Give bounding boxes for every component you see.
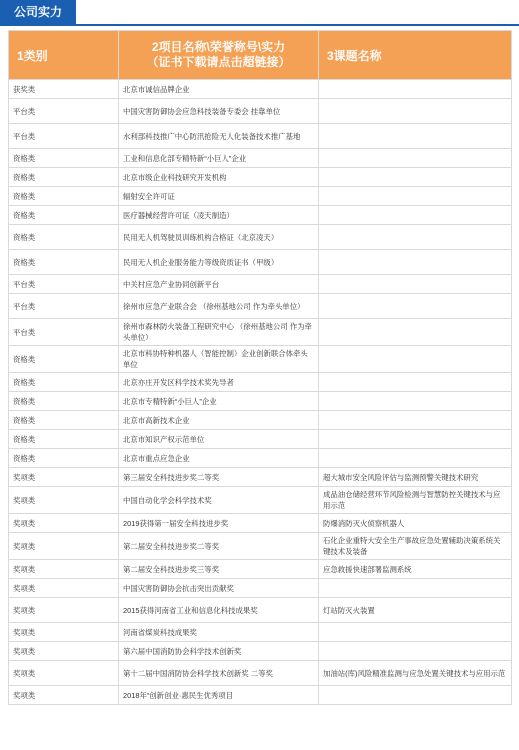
- table-row: [9, 533, 512, 560]
- project-name-cell[interactable]: 辐射安全许可证: [119, 187, 319, 206]
- project-name-cell[interactable]: 北京亦庄开发区科学技术奖先导者: [119, 373, 319, 392]
- project-name-cell[interactable]: 医疗器械经营许可证（凌天制造）: [119, 206, 319, 225]
- project-name-cell[interactable]: 工业和信息化部专精特新“小巨人”企业: [119, 149, 319, 168]
- topic-cell: [319, 346, 512, 373]
- project-name-cell[interactable]: 2019获得第一届安全科技进步奖: [119, 514, 319, 533]
- category-cell: 奖项类: [9, 533, 119, 560]
- table-row: [9, 99, 512, 124]
- category-cell: 奖项类: [9, 661, 119, 686]
- topic-cell: [319, 642, 512, 661]
- category-cell: 平台类: [9, 275, 119, 294]
- topic-cell: [319, 319, 512, 346]
- project-name-cell[interactable]: 中国灾害防御协会应急科技装备专委会 挂靠单位: [119, 99, 319, 124]
- topic-cell: [319, 206, 512, 225]
- column-header-project-name: [119, 31, 319, 80]
- topic-cell: [319, 411, 512, 430]
- table-row: [9, 225, 512, 250]
- section-header: [0, 0, 519, 26]
- table-row: [9, 275, 512, 294]
- topic-cell: [319, 579, 512, 598]
- strength-table: [8, 30, 512, 705]
- topic-cell: [319, 449, 512, 468]
- project-name-cell[interactable]: 徐州市应急产业联合会 （徐州基地公司 作为牵头单位）: [119, 294, 319, 319]
- table-row: [9, 124, 512, 149]
- table-row: [9, 80, 512, 99]
- table-row: [9, 294, 512, 319]
- project-name-cell[interactable]: 第十二届中国消防协会科学技术创新奖 二等奖: [119, 661, 319, 686]
- topic-cell: [319, 187, 512, 206]
- column-header-topic: 3课题名称: [319, 31, 512, 80]
- table-row: [9, 560, 512, 579]
- category-cell: 奖项类: [9, 514, 119, 533]
- topic-cell: [319, 623, 512, 642]
- category-cell: 资格类: [9, 168, 119, 187]
- topic-cell: 石化企业重特大安全生产事故应急处置辅助决策系统关键技术及装备: [319, 533, 512, 560]
- topic-cell: [319, 686, 512, 705]
- topic-cell: [319, 275, 512, 294]
- project-name-cell[interactable]: 2015获得河南省工业和信息化科技成果奖: [119, 598, 319, 623]
- topic-cell: [319, 430, 512, 449]
- section-title-tab: 公司实力: [0, 0, 76, 24]
- column-header-category: 1类别: [9, 31, 119, 80]
- project-name-cell[interactable]: 北京市知识产权示范单位: [119, 430, 319, 449]
- table-header-row: [9, 31, 512, 80]
- project-name-cell[interactable]: 民用无人机驾驶员训练机构合格证（北京凌天）: [119, 225, 319, 250]
- topic-cell: [319, 294, 512, 319]
- table-row: [9, 168, 512, 187]
- category-cell: 资格类: [9, 430, 119, 449]
- project-name-cell[interactable]: 北京市重点应急企业: [119, 449, 319, 468]
- category-cell: 奖项类: [9, 686, 119, 705]
- category-cell: 资格类: [9, 225, 119, 250]
- project-name-cell[interactable]: 徐州市森林防火装备工程研究中心 （徐州基地公司 作为牵头单位）: [119, 319, 319, 346]
- column-header-line: （证书下载请点击超链接）: [146, 55, 291, 69]
- project-name-cell[interactable]: 北京市高新技术企业: [119, 411, 319, 430]
- table-row: [9, 514, 512, 533]
- project-name-cell[interactable]: 民用无人机企业服务能力等级资质证书（甲级）: [119, 250, 319, 275]
- project-name-cell[interactable]: 北京市级企业科技研究开发机构: [119, 168, 319, 187]
- table-row: [9, 346, 512, 373]
- table-row: [9, 206, 512, 225]
- topic-cell: 成品油仓储经营环节风险检测与智慧防控关键技术与应用示范: [319, 487, 512, 514]
- topic-cell: [319, 373, 512, 392]
- topic-cell: [319, 250, 512, 275]
- topic-cell: [319, 225, 512, 250]
- category-cell: 平台类: [9, 124, 119, 149]
- table-row: [9, 449, 512, 468]
- category-cell: 奖项类: [9, 560, 119, 579]
- project-name-cell[interactable]: 第六届中国消防协会科学技术创新奖: [119, 642, 319, 661]
- table-row: [9, 686, 512, 705]
- project-name-cell[interactable]: 中国灾害防御协会抗击突出贡献奖: [119, 579, 319, 598]
- category-cell: 资格类: [9, 449, 119, 468]
- topic-cell: 超大城市安全风险评估与监测预警关键技术研究: [319, 468, 512, 487]
- project-name-cell[interactable]: 第二届安全科技进步奖三等奖: [119, 560, 319, 579]
- category-cell: 资格类: [9, 187, 119, 206]
- table-row: [9, 642, 512, 661]
- table-row: [9, 487, 512, 514]
- category-cell: 奖项类: [9, 623, 119, 642]
- project-name-cell[interactable]: 河南省煤炭科技成果奖: [119, 623, 319, 642]
- category-cell: 平台类: [9, 319, 119, 346]
- project-name-cell[interactable]: 中国自动化学会科学技术奖: [119, 487, 319, 514]
- category-cell: 资格类: [9, 411, 119, 430]
- topic-cell: [319, 124, 512, 149]
- strength-table-wrap: [8, 30, 511, 705]
- topic-cell: [319, 168, 512, 187]
- project-name-cell[interactable]: 第三届安全科技进步奖二等奖: [119, 468, 319, 487]
- table-row: [9, 468, 512, 487]
- table-row: [9, 430, 512, 449]
- table-row: [9, 373, 512, 392]
- project-name-cell[interactable]: 北京市专精特新“小巨人”企业: [119, 392, 319, 411]
- column-header-project-name-text: [146, 40, 290, 69]
- table-row: [9, 392, 512, 411]
- topic-cell: [319, 149, 512, 168]
- category-cell: 获奖类: [9, 80, 119, 99]
- table-row: [9, 149, 512, 168]
- category-cell: 平台类: [9, 99, 119, 124]
- category-cell: 资格类: [9, 250, 119, 275]
- project-name-cell[interactable]: 水利部科技推广中心防汛抢险无人化装备技术推广基地: [119, 124, 319, 149]
- topic-cell: 防爆消防灭火侦察机器人: [319, 514, 512, 533]
- topic-cell: [319, 392, 512, 411]
- table-row: [9, 187, 512, 206]
- topic-cell: 应急救援快速部署监测系统: [319, 560, 512, 579]
- project-name-cell[interactable]: 北京市诚信品牌企业: [119, 80, 319, 99]
- category-cell: 资格类: [9, 346, 119, 373]
- column-header-line: 2项目名称\荣誉称号\实力: [151, 40, 286, 54]
- category-cell: 奖项类: [9, 487, 119, 514]
- project-name-cell[interactable]: 北京市科协特种机器人（智能控制）企业创新联合体牵头单位: [119, 346, 319, 373]
- topic-cell: 加油站(库)风险精准监测与应急处置关键技术与应用示范: [319, 661, 512, 686]
- project-name-cell[interactable]: 第二届安全科技进步奖二等奖: [119, 533, 319, 560]
- topic-cell: [319, 99, 512, 124]
- table-row: [9, 250, 512, 275]
- category-cell: 奖项类: [9, 642, 119, 661]
- table-row: [9, 598, 512, 623]
- category-cell: 资格类: [9, 206, 119, 225]
- table-row: [9, 319, 512, 346]
- category-cell: 资格类: [9, 373, 119, 392]
- topic-cell: 灯站防灭火装置: [319, 598, 512, 623]
- category-cell: 资格类: [9, 392, 119, 411]
- category-cell: 奖项类: [9, 598, 119, 623]
- table-row: [9, 661, 512, 686]
- table-row: [9, 579, 512, 598]
- table-row: [9, 623, 512, 642]
- topic-cell: [319, 80, 512, 99]
- category-cell: 平台类: [9, 294, 119, 319]
- category-cell: 奖项类: [9, 579, 119, 598]
- project-name-cell[interactable]: 2018年“创新创业·惠民生优秀项目: [119, 686, 319, 705]
- category-cell: 奖项类: [9, 468, 119, 487]
- table-body: [9, 80, 512, 705]
- project-name-cell[interactable]: 中关村应急产业协同创新平台: [119, 275, 319, 294]
- category-cell: 资格类: [9, 149, 119, 168]
- table-row: [9, 411, 512, 430]
